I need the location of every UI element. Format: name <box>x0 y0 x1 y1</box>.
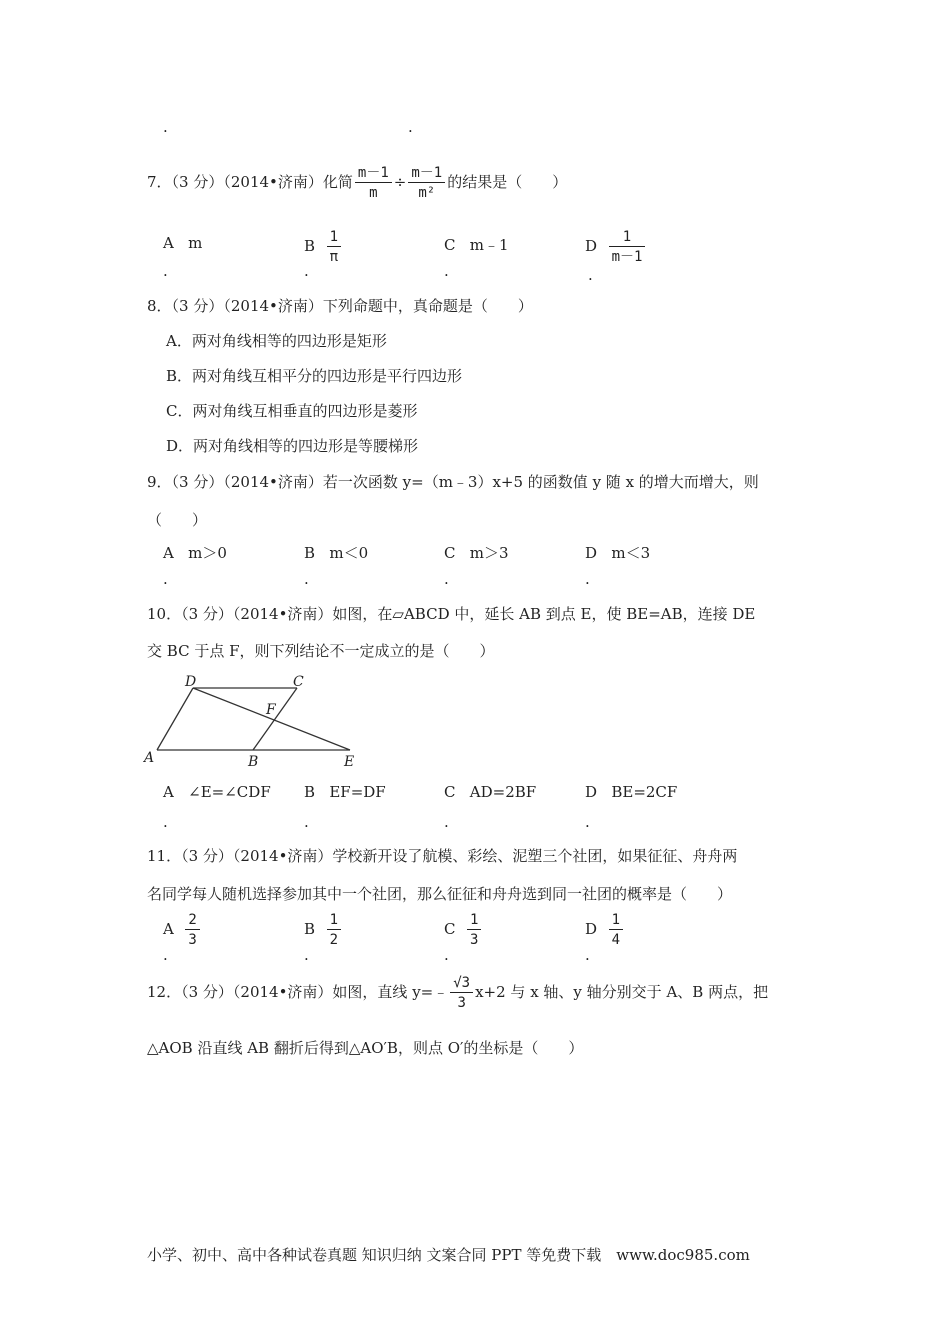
option-num: 1 <box>609 913 623 930</box>
segment-cb <box>253 688 297 750</box>
option-dot: . <box>444 813 449 831</box>
option-text: EF=DF <box>329 783 386 801</box>
option-letter: D <box>585 237 598 255</box>
segment-de <box>193 688 350 750</box>
q10-option-b[interactable] <box>304 783 386 801</box>
q11-option-b[interactable] <box>304 913 343 947</box>
stray-dot: . <box>408 118 413 136</box>
q9-option-d[interactable] <box>585 542 650 563</box>
option-letter: D <box>585 920 598 938</box>
option-letter: C <box>444 544 456 562</box>
option-text: ∠E=∠CDF <box>188 783 271 801</box>
option-dot: . <box>304 570 309 588</box>
q9-stem-line2: （ ） <box>147 511 208 529</box>
option-dot: . <box>444 262 449 280</box>
q11-stem-line1: 11．（3 分）（2014•济南）学校新开设了航模、彩绘、泥塑三个社团，如果征征、舟舟两 <box>147 847 738 865</box>
option-den: 2 <box>329 932 339 948</box>
option-dot: . <box>163 946 168 964</box>
option-dot: . <box>444 570 449 588</box>
q12-frac-den: 3 <box>457 995 466 1011</box>
q9-option-a[interactable] <box>163 542 227 563</box>
option-den: π <box>329 249 339 265</box>
option-den: 4 <box>611 932 621 948</box>
label-d: D <box>185 674 197 690</box>
q10-option-a[interactable] <box>163 783 271 801</box>
label-b: B <box>248 754 259 770</box>
option-num: 1 <box>327 230 341 247</box>
q10-stem-line2: 交 BC 于点 F，则下列结论不一定成立的是（ ） <box>147 642 495 660</box>
q12-stem-line1 <box>147 976 768 1010</box>
q7-option-d[interactable] <box>585 230 647 264</box>
q7-frac2-num: m－1 <box>408 166 445 183</box>
q7-option-a[interactable] <box>163 234 202 252</box>
q7-stem <box>147 166 567 200</box>
q7-fraction-1 <box>355 166 392 200</box>
option-letter: A <box>163 544 174 562</box>
option-dot: . <box>585 946 590 964</box>
q10-option-c[interactable] <box>444 783 536 801</box>
q11-option-a[interactable] <box>163 913 202 947</box>
option-fraction <box>609 230 646 264</box>
option-text: AD=2BF <box>469 783 537 801</box>
option-dot: . <box>163 570 168 588</box>
option-letter: B <box>304 920 316 938</box>
option-dot: . <box>163 813 168 831</box>
option-text: BE=2CF <box>611 783 678 801</box>
label-c: C <box>293 674 304 690</box>
q12-prefix: 12．（3 分）（2014•济南）如图，直线 y=﹣ <box>147 983 449 1001</box>
option-text: m＜0 <box>329 544 369 562</box>
q9-stem-line1: 9．（3 分）（2014•济南）若一次函数 y=（m﹣3）x+5 的函数值 y 随 x 的增大而增大，则 <box>147 473 759 491</box>
option-den: m－1 <box>611 249 643 265</box>
q11-option-d[interactable] <box>585 913 625 947</box>
option-num: 1 <box>609 230 646 247</box>
option-den: 3 <box>188 932 197 948</box>
q8-stem: 8．（3 分）（2014•济南）下列命题中，真命题是（ ） <box>147 297 533 315</box>
label-f: F <box>266 702 276 718</box>
option-dot: . <box>585 813 590 831</box>
option-dot: . <box>304 262 309 280</box>
q7-suffix: 的结果是（ ） <box>447 173 568 191</box>
option-letter: B <box>304 544 316 562</box>
option-fraction <box>609 913 623 947</box>
option-letter: D <box>585 544 598 562</box>
q12-stem-line2: △AOB 沿直线 AB 翻折后得到△AO′B，则点 O′的坐标是（ ） <box>147 1039 584 1057</box>
q12-suffix: x+2 与 x 轴、y 轴分别交于 A、B 两点，把 <box>475 983 769 1001</box>
q7-option-b[interactable] <box>304 230 343 264</box>
option-letter: C <box>444 236 456 254</box>
option-text: m <box>188 234 203 252</box>
page-footer: 小学、初中、高中各种试卷真题 知识归纳 文案合同 PPT 等免费下载 www.doc985.com <box>147 1246 750 1264</box>
option-text: m＞0 <box>188 544 227 562</box>
option-text: m﹣1 <box>469 236 509 254</box>
option-num: 1 <box>467 913 481 930</box>
option-letter: A <box>163 783 174 801</box>
q8-option-c[interactable]: C．两对角线互相垂直的四边形是菱形 <box>166 402 418 420</box>
q7-frac2-den: m² <box>418 185 436 201</box>
q11-stem-line2: 名同学每人随机选择参加其中一个社团，那么征征和舟舟选到同一社团的概率是（ ） <box>147 885 733 903</box>
option-den: 3 <box>470 932 479 948</box>
option-letter: D <box>585 783 598 801</box>
segment-da <box>157 688 193 750</box>
q12-frac-num: √3 <box>450 976 473 993</box>
label-a: A <box>144 750 155 766</box>
q8-option-b[interactable]: B．两对角线互相平分的四边形是平行四边形 <box>166 367 463 385</box>
label-e: E <box>344 754 355 770</box>
option-num: 2 <box>185 913 199 930</box>
option-dot: . <box>163 262 168 280</box>
option-letter: B <box>304 783 316 801</box>
option-letter: B <box>304 237 316 255</box>
option-dot: . <box>588 266 593 284</box>
q12-fraction <box>450 976 473 1010</box>
option-text: m＞3 <box>469 544 509 562</box>
option-letter: A <box>163 234 174 252</box>
option-num: 1 <box>327 913 341 930</box>
q7-operator: ÷ <box>393 173 407 191</box>
q7-frac1-den: m <box>369 185 378 201</box>
q10-option-d[interactable] <box>585 783 677 801</box>
q7-prefix: 7．（3 分）（2014•济南）化简 <box>147 173 353 191</box>
option-fraction <box>467 913 481 947</box>
q11-option-c[interactable] <box>444 913 483 947</box>
option-fraction <box>185 913 199 947</box>
q7-fraction-2 <box>408 166 445 200</box>
q9-option-b[interactable] <box>304 542 368 563</box>
option-letter: A <box>163 920 174 938</box>
option-fraction <box>327 230 341 264</box>
option-text: m＜3 <box>611 544 651 562</box>
option-dot: . <box>585 570 590 588</box>
option-dot: . <box>304 946 309 964</box>
q8-option-d[interactable]: D．两对角线相等的四边形是等腰梯形 <box>166 437 419 455</box>
q7-option-c[interactable] <box>444 234 509 255</box>
q7-frac1-num: m－1 <box>355 166 392 183</box>
option-letter: C <box>444 920 456 938</box>
option-dot: . <box>444 946 449 964</box>
option-letter: C <box>444 783 456 801</box>
parallelogram-figure <box>140 670 370 770</box>
stray-dot: . <box>163 118 168 136</box>
q10-stem-line1: 10．（3 分）（2014•济南）如图，在▱ABCD 中，延长 AB 到点 E，使 BE=AB，连接 DE <box>147 605 756 623</box>
q9-option-c[interactable] <box>444 542 509 563</box>
option-fraction <box>327 913 341 947</box>
option-dot: . <box>304 813 309 831</box>
q8-option-a[interactable]: A．两对角线相等的四边形是矩形 <box>166 332 387 350</box>
